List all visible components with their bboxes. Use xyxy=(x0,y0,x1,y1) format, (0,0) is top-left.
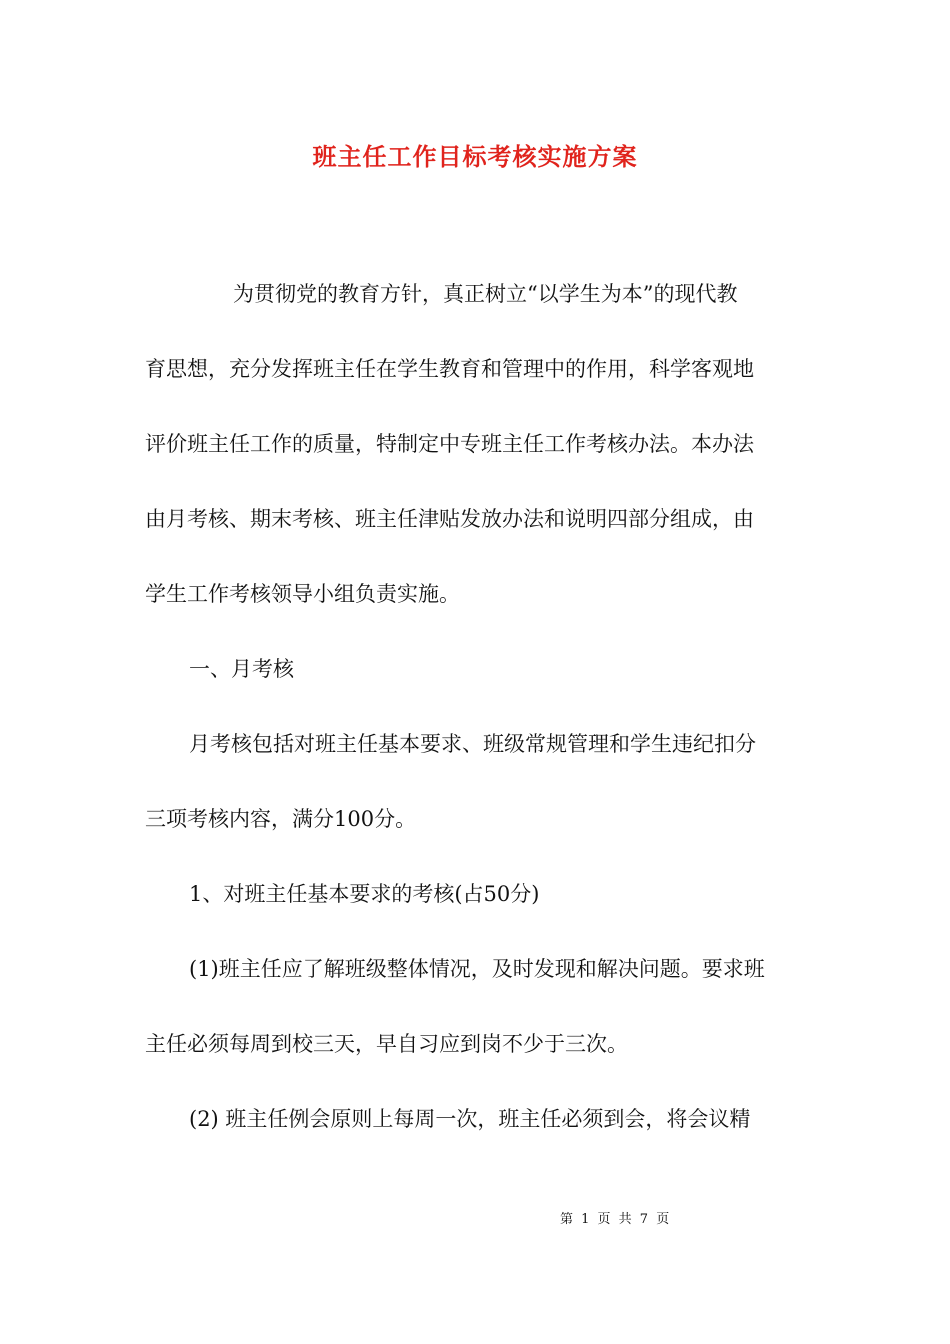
body-line: 为贯彻党的教育方针，真正树立“以学生为本”的现代教 xyxy=(233,282,738,306)
section-heading: 一、月考核 xyxy=(189,657,294,681)
body-line: (2) 班主任例会原则上每周一次，班主任必须到会，将会议精 xyxy=(189,1107,751,1131)
page-number-footer: 第 1 页 共 7 页 xyxy=(560,1212,672,1227)
body-line: 评价班主任工作的质量，特制定中专班主任工作考核办法。本办法 xyxy=(145,432,754,456)
document-body xyxy=(145,270,810,1170)
body-line: (1)班主任应了解班级整体情况，及时发现和解决问题。要求班 xyxy=(189,957,765,981)
body-line: 月考核包括对班主任基本要求、班级常规管理和学生违纪扣分 xyxy=(189,732,756,756)
body-line: 主任必须每周到校三天，早自习应到岗不少于三次。 xyxy=(145,1032,628,1056)
body-line: 三项考核内容，满分100分。 xyxy=(145,807,417,831)
body-line: 由月考核、期末考核、班主任津贴发放办法和说明四部分组成，由 xyxy=(145,507,754,531)
document-title: 班主任工作目标考核实施方案 xyxy=(312,142,638,171)
subsection-heading: 1、对班主任基本要求的考核(占50分) xyxy=(189,882,540,906)
body-line: 育思想，充分发挥班主任在学生教育和管理中的作用，科学客观地 xyxy=(145,357,754,381)
body-line: 学生工作考核领导小组负责实施。 xyxy=(145,582,460,606)
